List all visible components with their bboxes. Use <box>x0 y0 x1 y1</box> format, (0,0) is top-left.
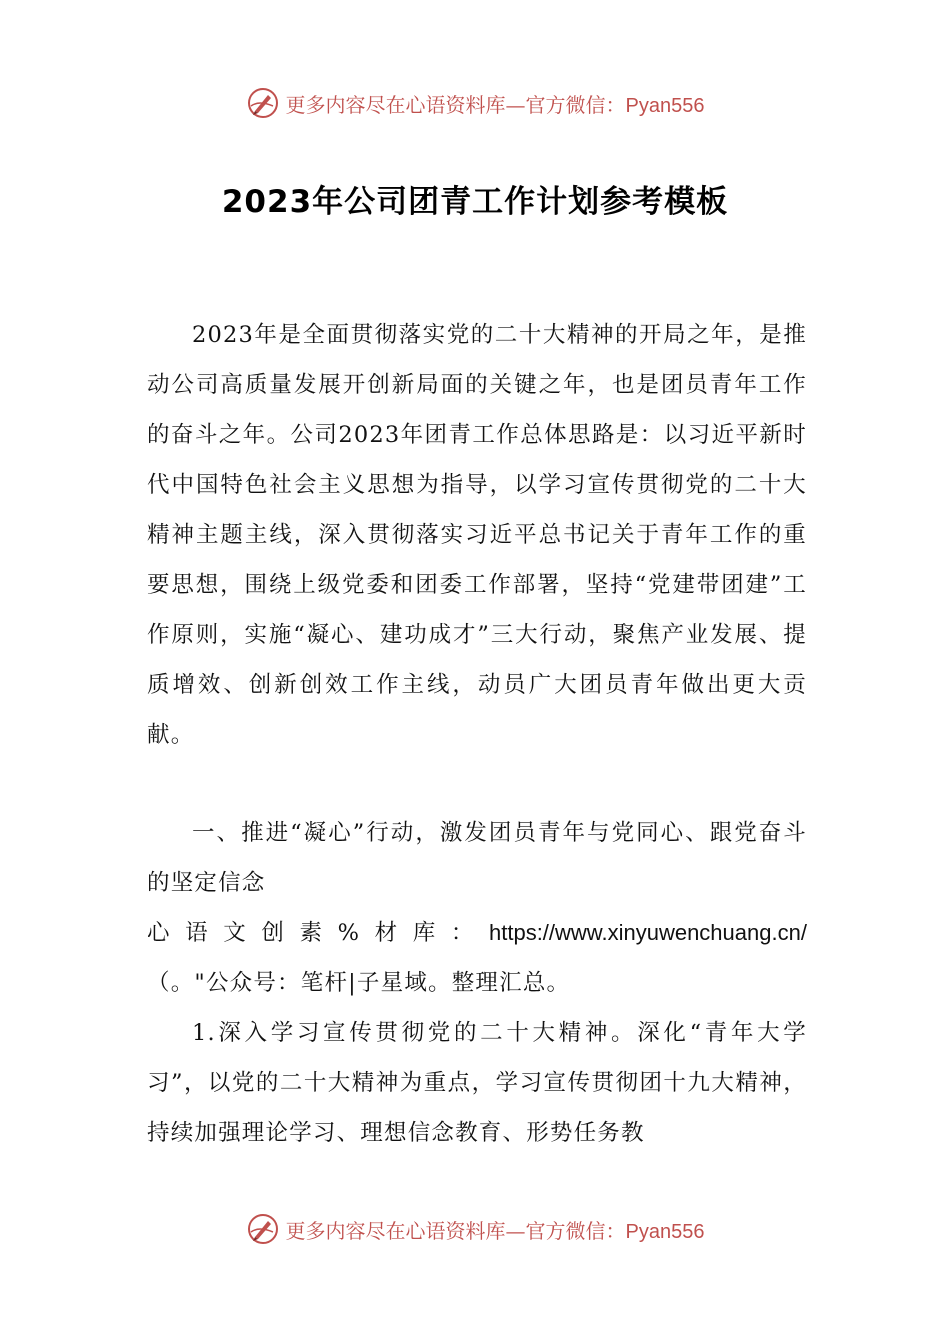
source-char: ： <box>450 920 474 946</box>
pen-logo-icon <box>246 1212 280 1246</box>
footer-banner <box>0 1212 950 1246</box>
pen-logo-icon <box>246 86 280 120</box>
section-heading-block <box>147 808 807 908</box>
intro-paragraph-block <box>147 310 807 760</box>
public-account-line: （。"公众号：笔杆|子星域。整理汇总。 <box>147 970 571 996</box>
page-title: 2023年公司团青工作计划参考模板 <box>221 184 729 220</box>
source-char: 语 <box>185 920 208 946</box>
source-char: 库 <box>412 920 436 946</box>
header-banner <box>0 86 950 120</box>
section-heading: 一、推进“凝心”行动，激发团员青年与党同心、跟党奋斗的坚定信念 <box>147 820 807 896</box>
item-1-paragraph-block <box>147 1008 807 1158</box>
wechat-id: Pyan556 <box>625 1220 705 1243</box>
intro-paragraph: 2023年是全面贯彻落实党的二十大精神的开局之年，是推动公司高质量发展开创新局面的关键之年，也是团员青年工作的奋斗之年。公司2023年团青工作总体思路是：以习近平新时代中国特色社会主义思想为指导，以学习宣传贯彻党的二十大精神主题主线，深入贯彻落实习近平总书记关于青年工作的重要思想，围绕上级党委和团委工作部署，坚持“党建带团建”工作原则，实施“凝心、建功成才”三大行动，聚焦产业发展、提质增效、创新创效工作主线，动员广大团员青年做出更大贡献。 <box>147 322 807 748</box>
source-url-link[interactable]: https://www.xinyuwenchuang.cn/ <box>489 920 807 945</box>
wechat-id: Pyan556 <box>625 94 705 117</box>
source-char: 创 <box>261 920 284 946</box>
source-char: 材 <box>374 920 398 946</box>
banner-text: 更多内容尽在心语资料库—官方微信：Pyan556 <box>285 92 705 117</box>
source-char: 心 <box>147 920 170 946</box>
banner-text: 更多内容尽在心语资料库—官方微信：Pyan556 <box>285 1218 705 1243</box>
source-char: 文 <box>223 920 246 946</box>
item-1-paragraph: 1.深入学习宣传贯彻党的二十大精神。深化“青年大学习”，以党的二十大精神为重点，学习宣传贯彻团十九大精神，持续加强理论学习、理想信念教育、形势任务教 <box>147 1020 807 1146</box>
source-char: 素 <box>299 920 323 946</box>
source-line <box>147 908 807 958</box>
source-char: % <box>337 920 360 946</box>
